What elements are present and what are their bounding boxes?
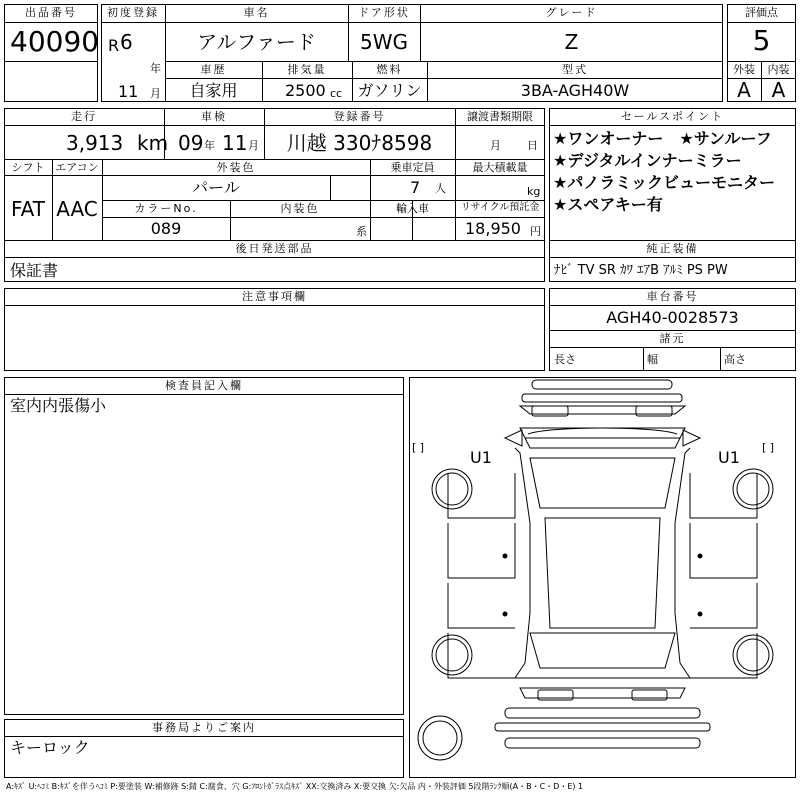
inspection-month-unit: 月 xyxy=(248,139,259,152)
displacement-unit: cc xyxy=(330,87,343,100)
color-label: 外装色 xyxy=(216,161,256,174)
lot-number-label: 出品番号 xyxy=(25,6,77,19)
sales-point-item: ★スペアキー有 xyxy=(553,195,663,214)
equipment-value: ﾅﾋﾞ TV SR ｶﾜ ｴｱB ｱﾙﾐ PS PW xyxy=(554,263,728,278)
office-note: キーロック xyxy=(10,738,90,757)
plate-label: 登録番号 xyxy=(333,110,386,123)
length-label: 長さ xyxy=(554,353,576,366)
notes-label: 注意事項欄 xyxy=(242,290,307,303)
sales-point-item: ★パノラミックビューモニター xyxy=(553,173,776,192)
fuel-value: ガソリン xyxy=(357,81,422,100)
lot-number-value: 40090 xyxy=(10,25,100,58)
tire-fl-mark: U1 xyxy=(470,448,492,467)
reg-month-unit: 月 xyxy=(150,87,161,100)
exterior-grade-value: A xyxy=(737,78,751,102)
inspection-year-value: 09 xyxy=(178,131,204,155)
equipment-label: 純正装備 xyxy=(646,242,699,255)
car-diagram-box xyxy=(409,377,796,778)
history-label: 車歴 xyxy=(200,63,227,76)
mileage-label: 走行 xyxy=(71,110,97,123)
door-value: 5WG xyxy=(360,30,408,54)
interior-label: 内装 xyxy=(767,63,790,76)
max-load-unit: kg xyxy=(527,185,541,198)
first-reg-label: 初度登録 xyxy=(107,6,159,19)
recycle-unit: 円 xyxy=(530,225,541,238)
height-label: 高さ xyxy=(724,353,746,366)
color-value: パール xyxy=(192,178,240,197)
car-diagram xyxy=(410,378,795,777)
aircon-value: AAC xyxy=(56,197,98,221)
bracket-right: [ ] xyxy=(762,441,775,454)
chassis-value: AGH40-0028573 xyxy=(606,308,739,327)
later-parts-label: 後日発送部品 xyxy=(235,242,314,255)
max-load-label: 最大積載量 xyxy=(472,161,528,174)
sales-point-item: ★デジタルインナーミラー xyxy=(553,151,742,170)
grade-label: グレード xyxy=(545,6,598,19)
damage-legend: A:ｷｽﾞ U:ﾍｺﾐ B:ｷｽﾞを伴うﾍｺﾐ P:要塗装 W:補修跡 S:錆 C:腐食、穴 G:ﾌﾛﾝﾄｶﾞﾗｽ点ｷｽﾞ XX:交換済み X:要交換 欠:欠品 内・外装評価 5段階ﾗﾝｸ順(A・B・C・D・E) 1 xyxy=(6,782,584,791)
car-name-value: アルファード xyxy=(197,30,316,54)
grade-value: Z xyxy=(564,30,579,54)
inspector-label: 検査員記入欄 xyxy=(165,379,243,392)
sales-point-item: ★ワンオーナー ★サンルーフ xyxy=(553,129,772,148)
specs-label: 諸元 xyxy=(659,332,686,345)
displacement-value: 2500 xyxy=(285,81,326,100)
fuel-label: 燃料 xyxy=(376,63,403,76)
chassis-label: 車台番号 xyxy=(646,290,699,303)
score-value: 5 xyxy=(752,24,771,57)
plate-value: 川越 330ﾅ8598 xyxy=(286,131,433,155)
inspector-box xyxy=(4,377,404,715)
transfer-doc-label: 譲渡書類期限 xyxy=(467,110,533,123)
inspection-month-value: 11 xyxy=(222,131,248,155)
width-label: 幅 xyxy=(647,353,658,366)
recycle-label: リサイクル預託金 xyxy=(460,202,540,213)
tire-fr-mark: U1 xyxy=(718,448,740,467)
displacement-label: 排気量 xyxy=(287,63,327,76)
import-label: 輸入車 xyxy=(396,202,429,215)
transfer-month-unit: 月 xyxy=(490,139,501,152)
interior-grade-value: A xyxy=(771,78,786,102)
shift-value: FAT xyxy=(10,197,45,221)
shift-label: シフト xyxy=(11,161,45,174)
inspection-label: 車検 xyxy=(201,110,227,123)
int-color-unit: 系 xyxy=(356,225,367,238)
transfer-day-unit: 日 xyxy=(527,139,538,152)
color-no-label: カラーNo. xyxy=(134,202,198,215)
recycle-value: 18,950 xyxy=(465,219,521,238)
bracket-left: [ ] xyxy=(412,441,425,454)
history-value: 自家用 xyxy=(189,81,238,100)
door-label: ドア形状 xyxy=(358,6,410,19)
sales-points-label: セールスポイント xyxy=(620,110,724,123)
inspection-year-unit: 年 xyxy=(204,139,215,152)
reg-year-value: 6 xyxy=(120,30,133,54)
exterior-label: 外装 xyxy=(733,63,755,76)
model-code-value: 3BA-AGH40W xyxy=(520,81,630,100)
mileage-value: 3,913 xyxy=(66,131,124,155)
model-code-label: 型式 xyxy=(562,63,588,76)
int-color-label: 内装色 xyxy=(280,202,320,215)
capacity-unit: 人 xyxy=(435,182,446,195)
aircon-label: エアコン xyxy=(55,161,99,174)
score-label: 評価点 xyxy=(745,6,778,19)
capacity-label: 乗車定員 xyxy=(390,161,435,174)
color-no-value: 089 xyxy=(150,219,182,238)
era-prefix: R xyxy=(108,36,120,55)
reg-year-unit: 年 xyxy=(150,62,161,75)
mileage-unit: km xyxy=(137,131,169,155)
reg-month-value: 11 xyxy=(118,82,139,101)
capacity-value: 7 xyxy=(410,178,421,197)
office-label: 事務局よりご案内 xyxy=(152,721,256,734)
inspector-note: 室内内張傷小 xyxy=(10,396,107,415)
car-name-label: 車名 xyxy=(243,6,270,19)
later-parts-value: 保証書 xyxy=(10,261,59,280)
